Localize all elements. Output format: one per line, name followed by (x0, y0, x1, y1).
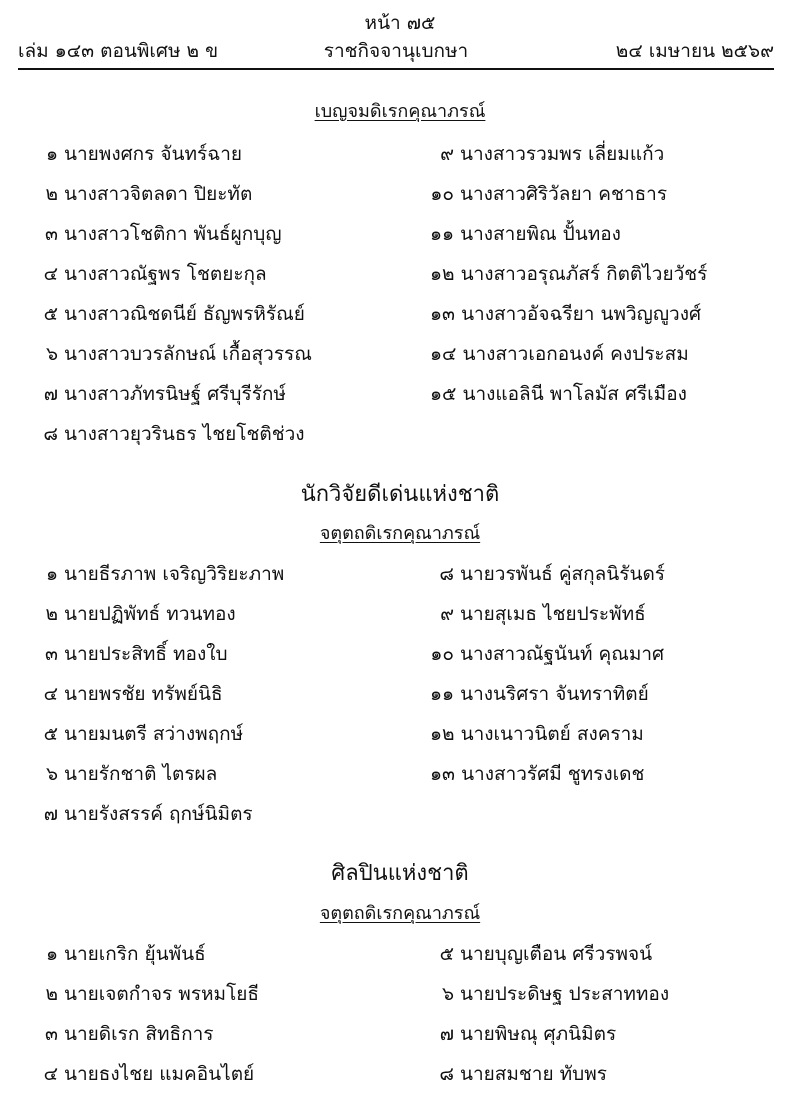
list-item-left (34, 379, 286, 409)
list-item-left (34, 259, 267, 289)
list-item-left (34, 719, 243, 749)
list-item-left (34, 299, 305, 329)
list-item-right (430, 759, 644, 789)
entry-name: นางสาวศิริวัลยา คชาธาร (460, 183, 668, 205)
entry-number: ๑๑ (430, 683, 455, 705)
entry-number: ๕ (439, 943, 454, 965)
entry-number: ๑๕ (430, 383, 457, 405)
entry-name: นางสาวณัฐนันท์ คุณมาศ (460, 643, 665, 665)
entry-name: นายบุญเตือน ศรีวรพจน์ (460, 943, 653, 965)
entry-name: นายพิษณุ ศุภนิมิตร (460, 1023, 617, 1045)
list-item-right (430, 719, 644, 749)
list-item-left (34, 559, 284, 589)
entry-number: ๑ (45, 563, 58, 585)
entry-name: นางแอลินี พาโลมัส ศรีเมือง (462, 383, 687, 405)
volume-info: เล่ม ๑๔๓ ตอนพิเศษ ๒ ข (18, 40, 219, 62)
entry-number: ๗ (439, 1023, 454, 1045)
entry-number: ๕ (43, 723, 58, 745)
entry-number: ๗ (43, 803, 58, 825)
entry-name: นายธงไชย แมคอินไตย์ (64, 1063, 255, 1085)
entry-number: ๙ (440, 143, 454, 165)
entry-name: นายพงศกร จันทร์ฉาย (64, 143, 242, 165)
entry-name: นายประสิทธิ์ ทองใบ (64, 643, 228, 665)
list-item-right (430, 339, 689, 369)
entry-number: ๓ (45, 1023, 58, 1045)
list-item-left (34, 339, 312, 369)
list-item-left (34, 219, 282, 249)
entry-number: ๑๐ (430, 643, 454, 665)
list-item-left (34, 939, 206, 969)
decoration-class-heading: เบญจมดิเรกคุณาภรณ์ (314, 101, 486, 122)
list-item-right (430, 219, 621, 249)
entry-number: ๒ (45, 983, 58, 1005)
list-item-right (430, 379, 687, 409)
list-item-left (34, 679, 223, 709)
entry-number: ๑๓ (430, 763, 456, 785)
list-item-right (430, 1019, 616, 1049)
list-item-right (430, 979, 669, 1009)
list-item-right (430, 679, 649, 709)
entry-number: ๓ (45, 643, 58, 665)
list-item-right (430, 139, 664, 169)
entry-name: นายดิเรก สิทธิการ (64, 1023, 214, 1045)
header-divider (18, 68, 774, 70)
entry-number: ๑๓ (430, 303, 456, 325)
list-item-left (34, 979, 259, 1009)
entry-name: นางสาวณัฐพร โชตยะกุล (64, 263, 267, 285)
list-item-left (34, 419, 305, 449)
list-item-left (34, 799, 253, 829)
page-header (18, 36, 774, 64)
list-item-left (34, 1059, 254, 1089)
entry-name: นางเนาวนิตย์ สงคราม (460, 723, 644, 745)
entry-number: ๔ (43, 263, 58, 285)
list-item-right (430, 559, 665, 589)
entry-number: ๑ (45, 143, 58, 165)
entry-number: ๕ (43, 303, 58, 325)
list-item-right (430, 1059, 607, 1089)
publication-name: ราชกิจจานุเบกษา (323, 40, 469, 62)
entry-name: นางสาวรวมพร เลี่ยมแก้ว (460, 143, 665, 165)
entry-name: นายรักชาติ ไตรผล (64, 763, 218, 785)
entry-name: นางสาวบวรลักษณ์ เกื้อสุวรรณ (64, 343, 312, 365)
list-item-left (34, 1019, 213, 1049)
entry-name: นางสาวโชติกา พันธ์ผูกบุญ (64, 223, 282, 245)
entry-number: ๑๐ (430, 183, 454, 205)
entry-number: ๒ (45, 603, 58, 625)
entry-number: ๑ (45, 943, 58, 965)
entry-name: นางนริศรา จันทราทิตย์ (460, 683, 649, 705)
entry-name: นางสาวจิตลดา ปิยะทัต (64, 183, 253, 205)
entry-name: นายเกริก ยุ้นพันธ์ (64, 943, 206, 965)
entry-name: นายมนตรี สว่างพฤกษ์ (64, 723, 244, 745)
entry-name: นางสาวเอกอนงค์ คงประสม (462, 343, 689, 365)
page-number: หน้า ๗๕ (364, 12, 436, 34)
list-item-right (430, 939, 652, 969)
list-item-right (430, 179, 667, 209)
entry-number: ๑๒ (430, 263, 455, 285)
list-item-right (430, 299, 701, 329)
entry-name: นางสาวณิชดนีย์ ธัญพรหิรัณย์ (64, 303, 305, 325)
list-item-right (430, 599, 646, 629)
entry-name: นางสาวภัทรนิษฐ์ ศรีบุรีรักษ์ (64, 383, 286, 405)
list-item-left (34, 139, 242, 169)
entry-name: นายสมชาย ทับพร (460, 1063, 607, 1085)
list-item-right (430, 259, 707, 289)
entry-name: นายสุเมธ ไชยประพัทธ์ (460, 603, 646, 625)
entry-name: นางสายพิณ ปั้นทอง (460, 223, 621, 245)
entry-number: ๘ (439, 1063, 454, 1085)
entry-name: นายเจตกำจร พรหมโยธี (64, 983, 260, 1005)
entry-number: ๓ (45, 223, 58, 245)
entry-name: นางสาวอัจฉรียา นพวิญญูวงศ์ (461, 303, 702, 325)
list-item-left (34, 759, 217, 789)
entry-number: ๘ (43, 423, 58, 445)
entry-name: นายวรพันธ์ คู่สกุลนิรันดร์ (460, 563, 665, 585)
entry-name: นายพรชัย ทรัพย์นิธิ (64, 683, 223, 705)
entry-number: ๖ (45, 763, 58, 785)
entry-name: นางสาวอรุณภัสร์ กิตติไวยวัชร์ (460, 263, 708, 285)
entry-number: ๗ (43, 383, 58, 405)
entry-number: ๘ (439, 563, 454, 585)
decoration-class-heading: จตุตถดิเรกคุณาภรณ์ (319, 903, 481, 924)
entry-name: นายประดิษฐ ประสาททอง (460, 983, 670, 1005)
entry-number: ๒ (45, 183, 58, 205)
section-title: นักวิจัยดีเด่นแห่งชาติ (300, 482, 500, 507)
decoration-class-heading: จตุตถดิเรกคุณาภรณ์ (319, 523, 481, 544)
entry-number: ๔ (43, 683, 58, 705)
entry-name: นายรังสรรค์ ฤกษ์นิมิตร (64, 803, 253, 825)
entry-name: นายธีรภาพ เจริญวิริยะภาพ (64, 563, 285, 585)
entry-number: ๔ (43, 1063, 58, 1085)
entry-name: นางสาวรัศมี ชูทรงเดช (461, 763, 645, 785)
section-title: ศิลปินแห่งชาติ (331, 861, 469, 886)
list-item-right (430, 639, 664, 669)
publication-date: ๒๔ เมษายน ๒๕๖๙ (615, 40, 774, 62)
entry-number: ๑๑ (430, 223, 455, 245)
entry-name: นายปฏิพัทธ์ ทวนทอง (64, 603, 236, 625)
entry-number: ๙ (440, 603, 454, 625)
list-item-left (34, 179, 252, 209)
entry-number: ๑๒ (430, 723, 455, 745)
list-item-left (34, 599, 236, 629)
entry-number: ๑๔ (430, 343, 457, 365)
entry-name: นางสาวยุวรินธร ไชยโชติช่วง (64, 423, 305, 445)
entry-number: ๖ (45, 343, 58, 365)
entry-number: ๖ (441, 983, 454, 1005)
list-item-left (34, 639, 228, 669)
